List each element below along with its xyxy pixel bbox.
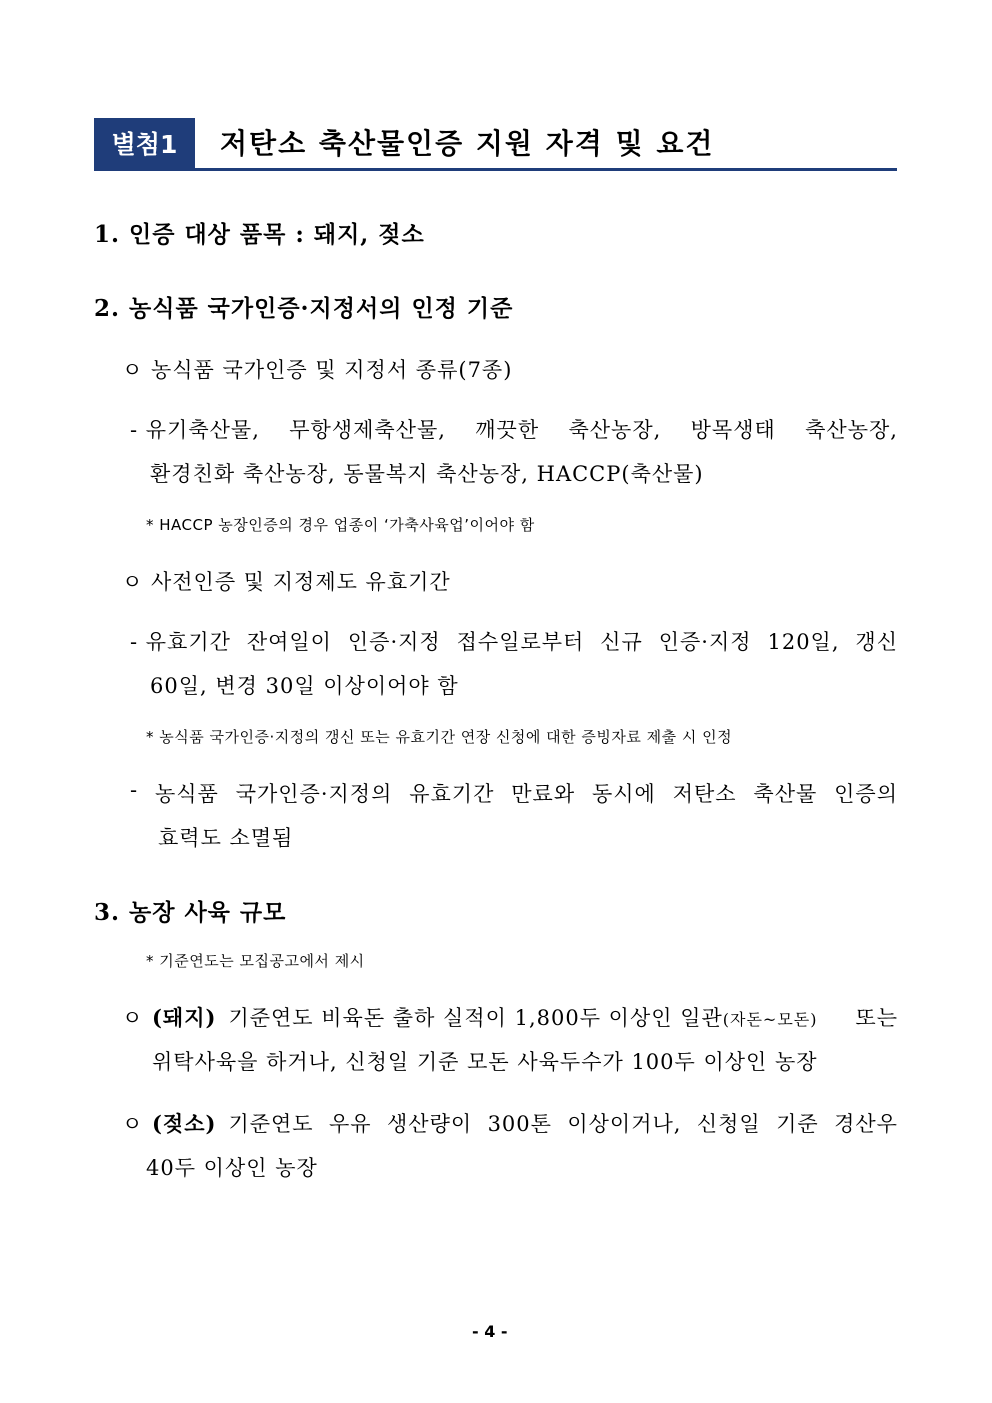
note-renewal: * 농식품 국가인증·지정의 갱신 또는 유효기간 연장 신청에 대한 증빙자료 제출 시 인정 [146, 728, 733, 746]
cow-line1 [122, 1108, 898, 1138]
section-2-heading: 2. 농식품 국가인증·지정서의 인정 기준 [94, 295, 514, 322]
pig-range: (자돈~모돈) [722, 1010, 818, 1029]
section-1-heading: 1. 인증 대상 품목 : 돼지, 젖소 [94, 221, 425, 248]
expiry-word: 국가인증·지정의 [235, 782, 393, 806]
validity-word: 잔여일이 [246, 630, 332, 654]
cow-marker: ㅇ [122, 1112, 144, 1136]
validity-word: 인증·지정 [347, 630, 441, 654]
dash-cert-list-line1 [130, 414, 898, 444]
expiry-word: 인증의 [834, 782, 898, 806]
expiry-word: - [130, 778, 139, 802]
expiry-word: 농식품 [154, 782, 219, 806]
dash-validity-line2: 60일, 변경 30일 이상이어야 함 [150, 674, 459, 698]
cow-word: 신청일 [696, 1112, 761, 1136]
dash-validity-line1 [130, 626, 898, 656]
dash-expiry-line2: 효력도 소멸됨 [158, 826, 294, 850]
note-haccp: * HACCP 농장인증의 경우 업종이 ‘가축사육업’이어야 함 [146, 516, 535, 534]
validity-word: 접수일로부터 [456, 630, 585, 654]
cert-list-word: 축산농장, [568, 418, 662, 442]
validity-word: 인증·지정 [658, 630, 752, 654]
cow-word: 기준연도 [228, 1112, 314, 1136]
bullet-validity: ㅇ 사전인증 및 지정제도 유효기간 [122, 570, 451, 594]
validity-word: 갱신 [855, 630, 898, 654]
cow-word: 기준 [776, 1112, 819, 1136]
cow-word: 이상이거나, [567, 1112, 682, 1136]
bullet-cert-types: ㅇ 농식품 국가인증 및 지정서 종류(7종) [122, 358, 513, 382]
page-number: - 4 - [472, 1322, 508, 1341]
validity-word: 120일, [767, 630, 840, 654]
validity-word: 신규 [600, 630, 643, 654]
document-header [94, 118, 897, 172]
attachment-badge: 별첨1 [94, 118, 195, 168]
pig-label: (돼지) [152, 1005, 217, 1030]
cert-list-word: 무항생제축산물, [289, 418, 446, 442]
expiry-word: 만료와 [511, 782, 576, 806]
cert-list-word: 방목생태 [690, 418, 776, 442]
cert-list-word: - 유기축산물, [130, 418, 260, 442]
pig-line1 [122, 1002, 898, 1032]
note-base-year: * 기준연도는 모집공고에서 제시 [146, 952, 365, 970]
pig-line2: 위탁사육을 하거나, 신청일 기준 모돈 사육두수가 100두 이상인 농장 [152, 1050, 818, 1074]
expiry-word: 저탄소 [672, 782, 737, 806]
cow-word: 300톤 [487, 1112, 552, 1136]
cow-label: (젖소) [152, 1111, 217, 1136]
expiry-word: 축산물 [753, 782, 818, 806]
pig-marker: ㅇ [122, 1006, 144, 1030]
pig-or: 또는 [855, 1006, 898, 1030]
validity-word: - 유효기간 [130, 630, 231, 654]
section-3-heading: 3. 농장 사육 규모 [94, 899, 287, 926]
cow-word: 우유 [329, 1112, 372, 1136]
title-underline [94, 168, 897, 171]
document-title: 저탄소 축산물인증 지원 자격 및 요건 [220, 127, 715, 160]
expiry-word: 유효기간 [409, 782, 495, 806]
cert-list-word: 깨끗한 [475, 418, 540, 442]
pig-text: 기준연도 비육돈 출하 실적이 1,800두 이상인 일관 [228, 1006, 723, 1030]
cow-text [228, 1108, 898, 1138]
dash-cert-list-line2: 환경친화 축산농장, 동물복지 축산농장, HACCP(축산물) [150, 462, 704, 486]
cow-word: 경산우 [834, 1112, 898, 1136]
cow-word: 생산량이 [387, 1112, 473, 1136]
expiry-word: 동시에 [591, 782, 656, 806]
dash-expiry-line1 [130, 778, 898, 808]
cow-line2: 40두 이상인 농장 [146, 1156, 318, 1180]
cert-list-word: 축산농장, [805, 418, 898, 442]
